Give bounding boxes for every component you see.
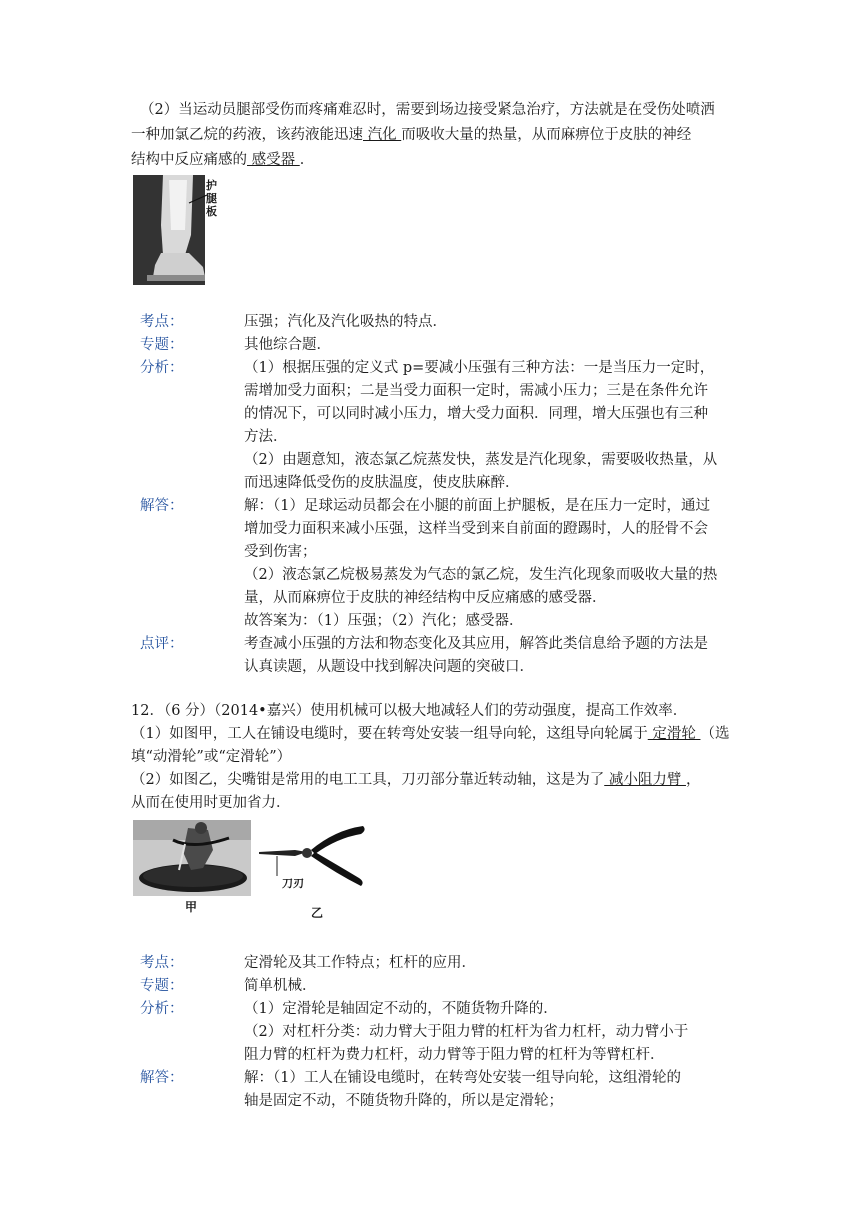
q11-zhuanti: 其他综合题． [244, 337, 331, 353]
q11-kaodian-label: 考点： [140, 314, 184, 330]
shin-guard-photo [133, 175, 225, 285]
q11-part2-line1: （2）当运动员腿部受伤而疼痛难忍时，需要到场边接受紧急治疗，方法就是在受伤处喷洒 [140, 102, 715, 118]
q11-fenxi-line5: （2）由题意知，液态氯乙烷蒸发快，蒸发是汽化现象，需要吸收热量，从 [244, 452, 718, 468]
q11-fenxi-line3: 的情况下，可以同时减小压力，增大受力面积．同理，增大压强也有三种 [244, 406, 708, 422]
q11-fenxi-line2: 需增加受力面积；二是当受力面积一定时，需减小压力；三是在条件允许 [244, 383, 708, 399]
q11-jieda-line1: 解：（1）足球运动员都会在小腿的前面上护腿板，是在压力一定时，通过 [244, 498, 710, 514]
q12-answer-resistance-arm: 减小阻力臂 [604, 772, 686, 788]
q11-answer-vaporize: 汽化 [363, 127, 402, 143]
q12-jieda-line2: 轴是固定不动，不随货物升降的，所以是定滑轮； [244, 1093, 563, 1109]
q11-kaodian: 压强；汽化及汽化吸热的特点． [244, 314, 447, 330]
q11-dianping-label: 点评： [140, 636, 184, 652]
q12-kaodian-label: 考点： [140, 955, 184, 971]
q12-fenxi-line2: （2）对杠杆分类：动力臂大于阻力臂的杠杆为省力杠杆，动力臂小于 [244, 1024, 689, 1040]
q12-fenxi-line1: （1）定滑轮是轴固定不动的，不随货物升降的． [244, 1001, 558, 1017]
q11-fenxi-line4: 方法． [244, 429, 288, 445]
q11-dianping-line2: 认真读题，从题设中找到解决问题的突破口． [244, 659, 534, 675]
q11-fenxi-line1: （1）根据压强的定义式 p=要减小压强有三种方法：一是当压力一定时， [244, 360, 715, 376]
q11-part2-line2: 一种加氯乙烷的药液，该药液能迅速 汽化 而吸收大量的热量，从而麻痹位于皮肤的神经 [131, 127, 692, 143]
q12-kaodian: 定滑轮及其工作特点；杠杆的应用． [244, 955, 476, 971]
q12-part1-line2: 填“动滑轮”或“定滑轮”） [131, 749, 292, 765]
q11-zhuanti-label: 专题： [140, 337, 184, 353]
q11-part2-line3: 结构中反应痛感的 感受器 ． [131, 152, 315, 168]
q12-answer-fixed-pulley: 定滑轮 [647, 726, 701, 742]
q11-jieda-line2: 增加受力面积来减小压强，这样当受到来自前面的蹬踢时，人的胫骨不会 [244, 521, 708, 537]
q11-jieda-line6: 故答案为：（1）压强；（2）汽化；感受器． [244, 613, 524, 629]
q12-fenxi-line3: 阻力臂的杠杆为费力杠杆，动力臂等于阻力臂的杠杆为等臂杠杆． [244, 1047, 665, 1063]
shin-guard-caption: 护腿板 [206, 179, 217, 218]
q11-fenxi-label: 分析： [140, 360, 184, 376]
q12-fenxi-label: 分析： [140, 1001, 184, 1017]
q12-part2-line2: 从而在使用时更加省力． [131, 795, 291, 811]
q11-jieda-label: 解答： [140, 498, 184, 514]
q11-dianping-line1: 考查减小压强的方法和物态变化及其应用，解答此类信息给予题的方法是 [244, 636, 708, 652]
q11-jieda-line5: 量，从而麻痹位于皮肤的神经结构中反应痛感的感受器． [244, 590, 607, 606]
figure-jia-cable-photo [133, 820, 251, 896]
q12-part2-line1: （2）如图乙，尖嘴钳是常用的电工工具，刀刃部分靠近转动轴，这是为了 减小阻力臂 ， [131, 772, 701, 788]
q12-zhuanti: 简单机械． [244, 978, 317, 994]
q12-part1-line1: （1）如图甲，工人在铺设电缆时，要在转弯处安装一组导向轮，这组导向轮属于 定滑轮 （选 [131, 726, 730, 742]
figure-jia-label: 甲 [185, 900, 198, 914]
figure-yi-pliers [255, 822, 373, 898]
q11-answer-receptor: 感受器 [247, 152, 300, 168]
q11-jieda-line4: （2）液态氯乙烷极易蒸发为气态的氯乙烷，发生汽化现象而吸收大量的热 [244, 567, 718, 583]
q12-jieda-label: 解答： [140, 1070, 184, 1086]
q12-jieda-line1: 解：（1）工人在铺设电缆时，在转弯处安装一组导向轮，这组滑轮的 [244, 1070, 681, 1086]
q11-fenxi-line6: 而迅速降低受伤的皮肤温度，使皮肤麻醉． [244, 475, 520, 491]
figure-yi-label: 乙 [311, 906, 324, 920]
q11-jieda-line3: 受到伤害； [244, 544, 317, 560]
figure-yi-blade-label: 刀刃 [282, 877, 304, 890]
q12-heading: 12．（6 分）（2014•嘉兴）使用机械可以极大地减轻人们的劳动强度，提高工作效率． [131, 703, 688, 719]
q12-zhuanti-label: 专题： [140, 978, 184, 994]
